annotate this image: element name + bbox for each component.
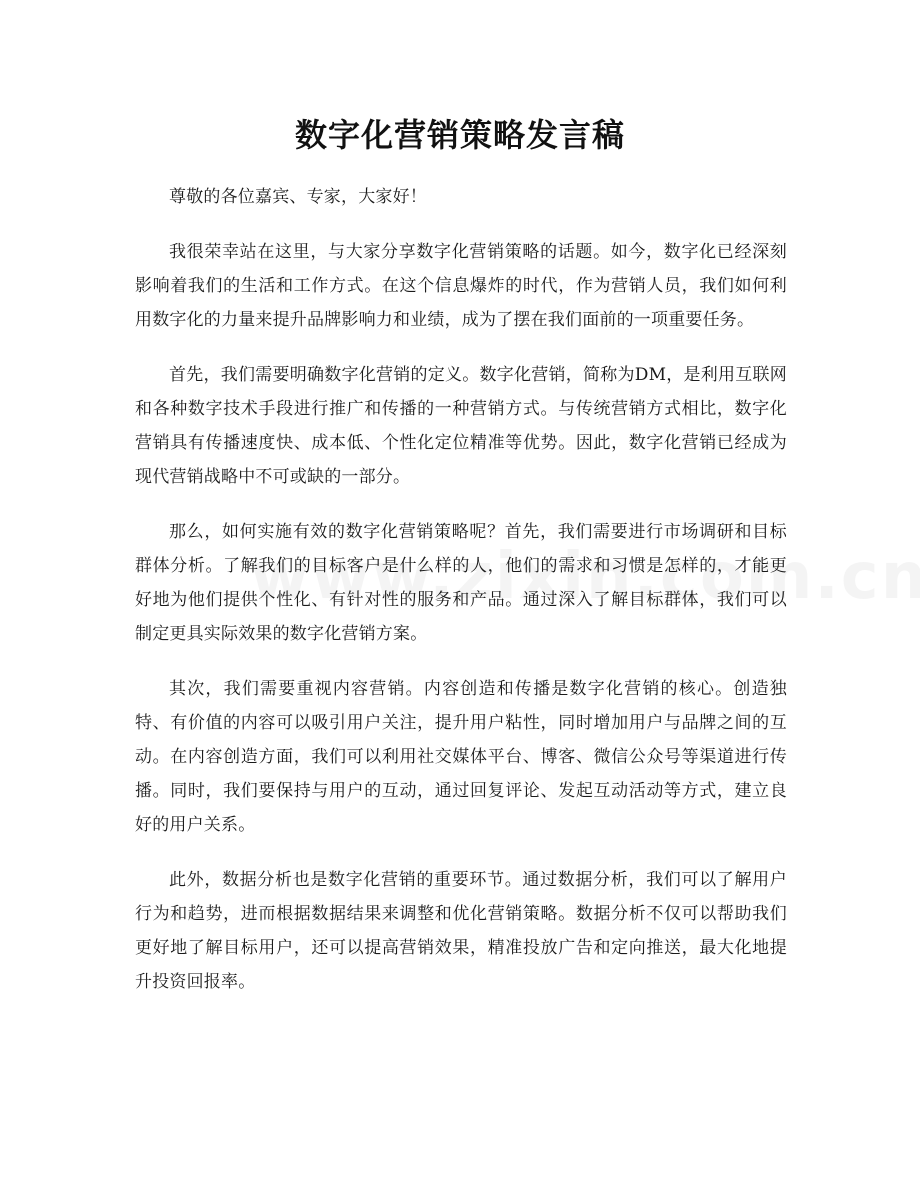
paragraph-intro: 我很荣幸站在这里，与大家分享数字化营销策略的话题。如今，数字化已经深刻影响着我们的生活和工作方式。在这个信息爆炸的时代，作为营销人员，我们如何利用数字化的力量来提升品牌影响力和业绩，成为了摆在我们面前的一项重要任务。	[135, 242, 787, 330]
document-body	[135, 180, 787, 1020]
paragraph-content-marketing: 其次，我们需要重视内容营销。内容创造和传播是数字化营销的核心。创造独特、有价值的内容可以吸引用户关注，提升用户粘性，同时增加用户与品牌之间的互动。在内容创造方面，我们可以利用社交媒体平台、博客、微信公众号等渠道进行传播。同时，我们要保持与用户的互动，通过回复评论、发起互动活动等方式，建立良好的用户关系。	[135, 679, 787, 835]
paragraph-data-analysis: 此外，数据分析也是数字化营销的重要环节。通过数据分析，我们可以了解用户行为和趋势，进而根据数据结果来调整和优化营销策略。数据分析不仅可以帮助我们更好地了解目标用户，还可以提高营销效果，精准投放广告和定向推送，最大化地提升投资回报率。	[135, 870, 787, 992]
paragraph-research: 那么，如何实施有效的数字化营销策略呢？首先，我们需要进行市场调研和目标群体分析。了解我们的目标客户是什么样的人，他们的需求和习惯是怎样的，才能更好地为他们提供个性化、有针对性的服务和产品。通过深入了解目标群体，我们可以制定更具实际效果的数字化营销方案。	[135, 522, 787, 644]
paragraph-greeting: 尊敬的各位嘉宾、专家，大家好！	[169, 187, 427, 207]
paragraph-definition: 首先，我们需要明确数字化营销的定义。数字化营销，简称为DM，是利用互联网和各种数字技术手段进行推广和传播的一种营销方式。与传统营销方式相比，数字化营销具有传播速度快、成本低、个性化定位精准等优势。因此，数字化营销已经成为现代营销战略中不可或缺的一部分。	[135, 365, 787, 487]
document-title: 数字化营销策略发言稿	[294, 116, 625, 154]
